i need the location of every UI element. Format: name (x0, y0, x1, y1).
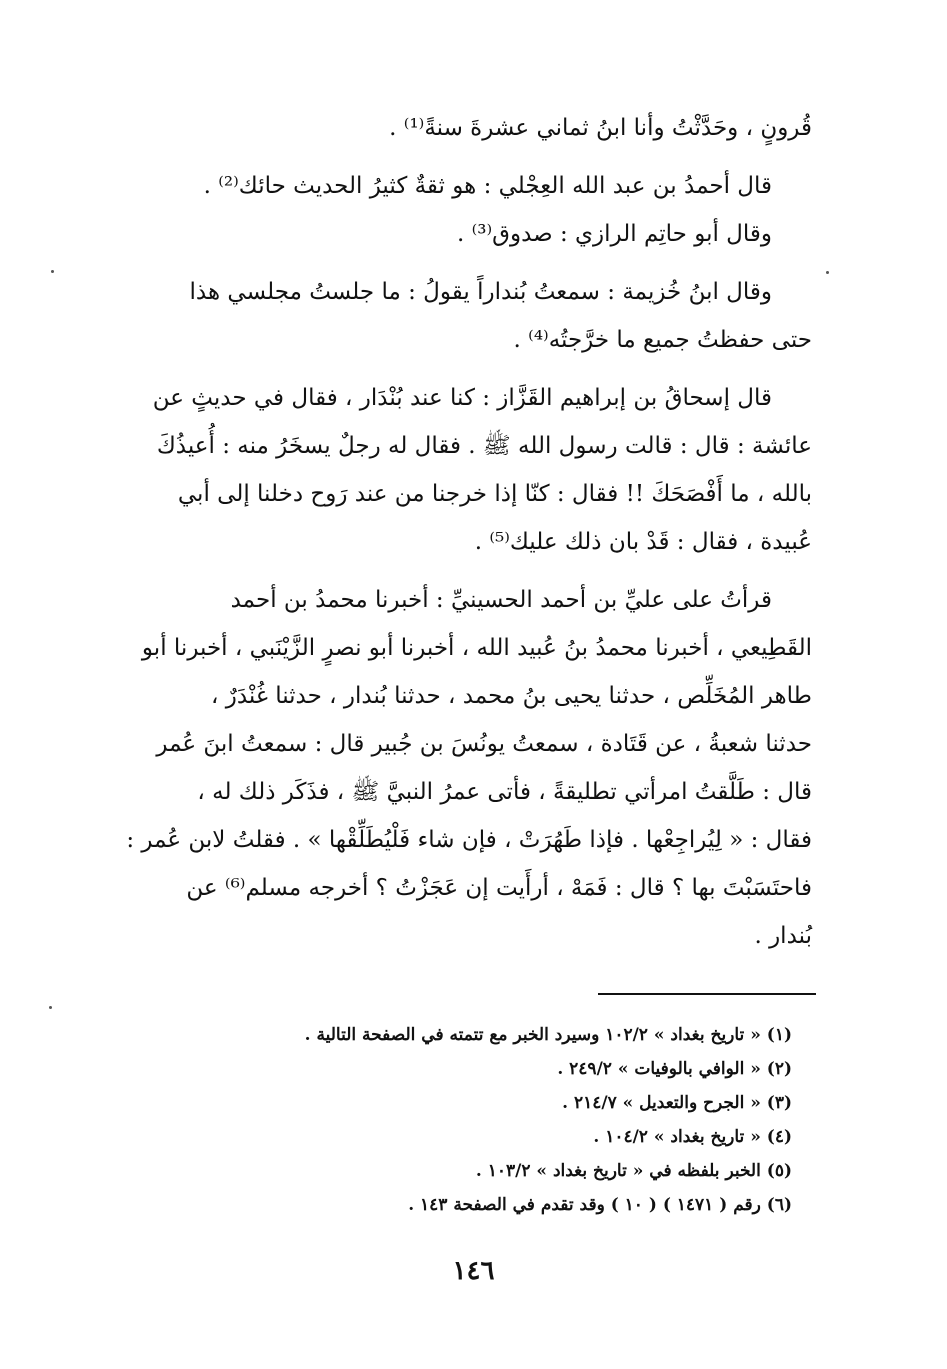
text-line: بُندار . (754, 923, 812, 949)
footnote: (٤) « تاريخ بغداد » ١٠٤/٢ . (593, 1127, 792, 1147)
text-line: قال إسحاقُ بن إبراهيم القَزَّاز : كنا عند بُنْدَار ، فقال في حديثٍ عن (152, 385, 772, 411)
text-line: حتى حفظتُ جميع ما خرَّجتُه⁽⁴⁾ . (513, 327, 812, 353)
footnote-divider (598, 993, 816, 995)
text-line: وقال ابنُ خُزيمة : سمعتُ بُنداراً يقولُ : ما جلستُ مجلسي هذا (189, 279, 772, 305)
text-line: فقال : « لِيُراجِعْها . فإذا طَهُرَتْ ، فإن شاء فَلْيُطَلِّقْها » . فقلتُ لابن عُمر : (126, 827, 812, 853)
text-line: بالله ، ما أَفْصَحَكَ !! فقال : كنّا إذا خرجنا من عند رَوح دخلنا إلى أبي (177, 481, 812, 507)
paragraph (148, 268, 812, 364)
text-line: عائشة : قال : قالت رسول الله ﷺ . فقال له رجلٌ يسخَرُ منه : أُعيذُكَ (156, 433, 812, 459)
footnotes (220, 1018, 792, 1222)
footnote: (٣) « الجرح والتعديل » ٢١٤/٧ . (562, 1093, 792, 1113)
text-line: قُرونٍ ، وحَدَّثْتُ وأنا ابنُ ثماني عشرةَ سنةً⁽¹⁾ . (389, 115, 812, 141)
paragraph (148, 162, 812, 258)
text-line: قال : طَلَّقتُ امرأتي تطليقةً ، فأتى عمرُ النبيَّ ﷺ ، فذَكَر ذلك له ، (197, 779, 812, 805)
footnote: (٢) « الوافي بالوفيات » ٢٤٩/٢ . (557, 1059, 792, 1079)
text-line: حدثنا شعبةُ ، عن قَتَادة ، سمعتُ يونُسَ بن جُبير قال : سمعتُ ابنَ عُمر (156, 731, 812, 757)
text-line: قرأتُ على عليِّ بن أحمد الحسينيِّ : أخبرنا محمدُ بن أحمد (230, 587, 772, 613)
scan-speck (49, 1006, 52, 1009)
scan-speck (51, 270, 54, 273)
text-line: طاهر المُخَلِّص ، حدثنا يحيى بنُ محمد ، حدثنا بُندار ، حدثنا غُنْدَرٌ ، (211, 683, 812, 709)
paragraph (148, 104, 812, 152)
footnote: (٦) رقم ( ١٤٧١ ) ( ١٠ ) وقد تقدم في الصفحة ١٤٣ . (408, 1195, 792, 1215)
paragraph (148, 374, 812, 566)
footnote: (١) « تاريخ بغداد » ١٠٢/٢ وسيرد الخبر مع تتمته في الصفحة التالية . (304, 1025, 792, 1045)
text-line: عُبيدة ، فقال : قَدْ بان ذلك عليك⁽⁵⁾ . (474, 529, 812, 555)
text-line: القَطِيعي ، أخبرنا محمدُ بنُ عُبيد الله ، أخبرنا أبو نصرٍ الزَّيْنَبي ، أخبرنا أبو (141, 635, 812, 661)
page-number: ١٤٦ (452, 1256, 495, 1286)
scan-speck (826, 271, 829, 274)
text-line: وقال أبو حاتِم الرازي : صدوق⁽³⁾ . (456, 221, 772, 247)
text-line: قال أحمدُ بن عبد الله العِجْلي : هو ثقةٌ كثيرُ الحديث حائك⁽²⁾ . (203, 173, 772, 199)
footnote: (٥) الخبر بلفظه في « تاريخ بغداد » ١٠٣/٢ . (475, 1161, 792, 1181)
main-text (126, 104, 812, 960)
paragraph (126, 576, 812, 960)
text-line: فاحتَسَبْتَ بها ؟ قال : فَمَهْ ، أرأَيت إن عَجَزْتُ ؟ أخرجه مسلم⁽⁶⁾ عن (186, 875, 812, 901)
